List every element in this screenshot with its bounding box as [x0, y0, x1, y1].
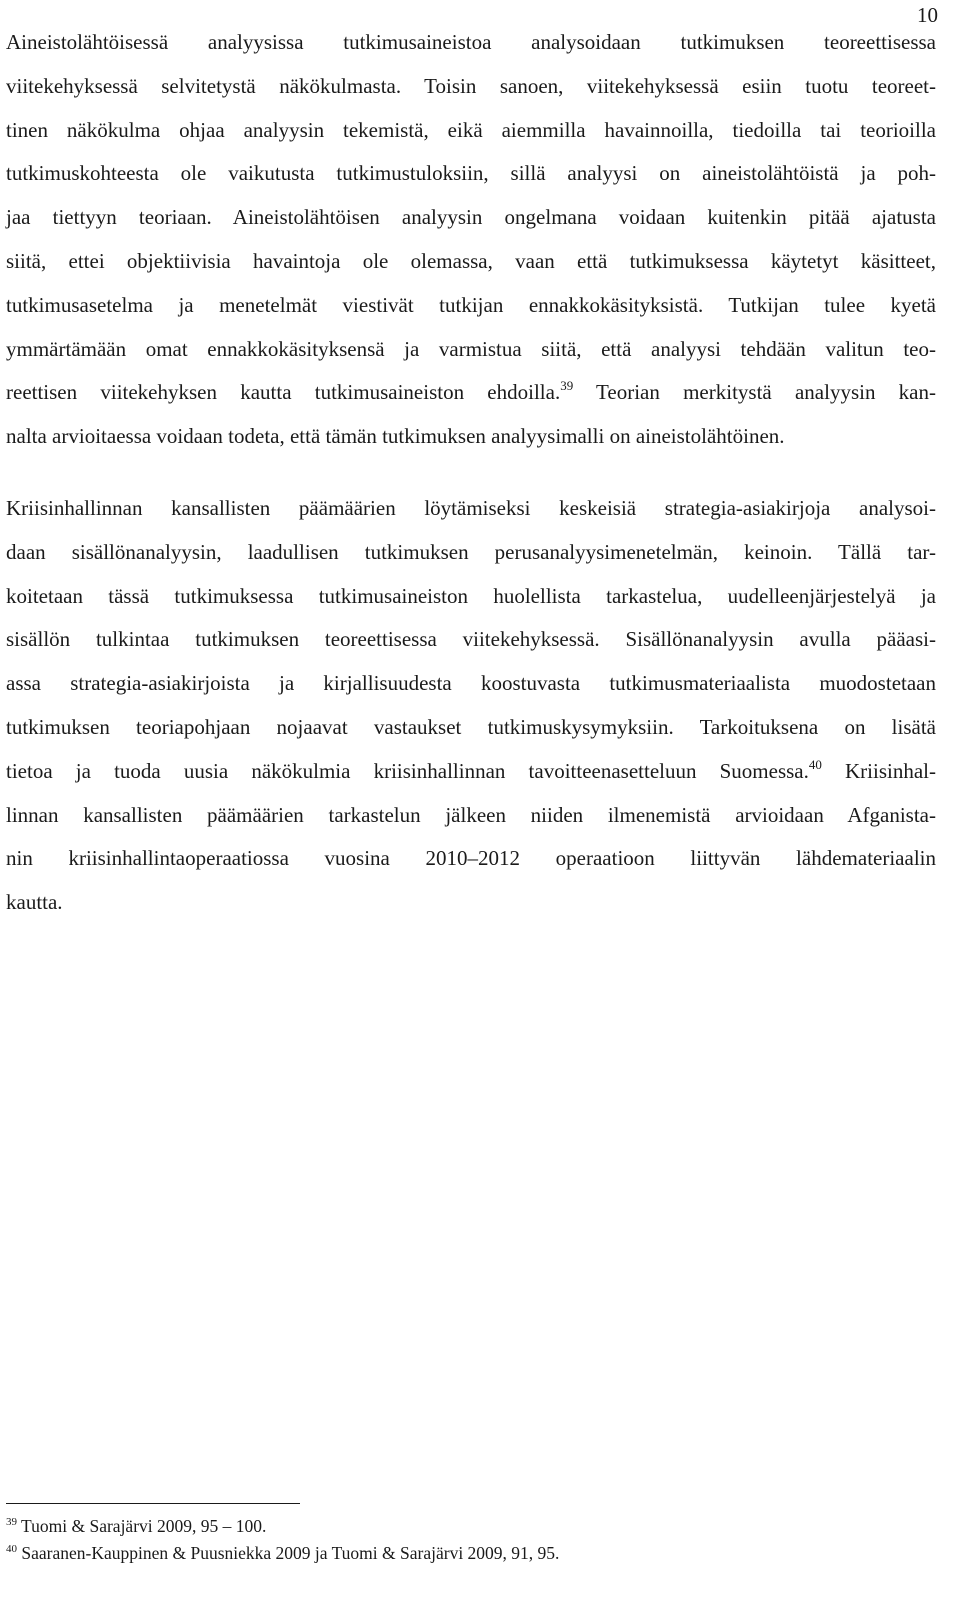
text-line: sisällön tulkintaa tutkimuksen teoreettisessa viitekehyksessä. Sisällönanalyysin avulla pääasi- [6, 627, 936, 652]
line-text: Teorian merkitystä analyysin kan- [573, 380, 936, 405]
line-text: reettisen viitekehyksen kautta tutkimusaineiston ehdoilla. [6, 380, 561, 405]
text-line: koitetaan tässä tutkimuksessa tutkimusaineiston huolellista tarkastelua, uudelleenjärjestelyä ja [6, 583, 936, 608]
text-line: ymmärtämään omat ennakkokäsityksensä ja varmistua siitä, että analyysi tehdään valitun teo- [6, 336, 936, 361]
text-line: kautta. [6, 890, 63, 915]
text-line: Kriisinhallinnan kansallisten päämäärien löytämiseksi keskeisiä strategia-asiakirjoja analysoi- [6, 496, 936, 520]
text-line: tutkimuksen teoriapohjaan nojaavat vastaukset tutkimuskysymyksiin. Tarkoituksena on lisätä [6, 714, 936, 739]
text-line: nalta arvioitaessa voidaan todeta, että tämän tutkimuksen analyysimalli on aineistolähtöinen. [6, 424, 785, 449]
line-text: Kriisinhal- [821, 758, 936, 783]
text-line-with-footnote [6, 371, 936, 415]
text-line: Aineistolähtöisessä analyysissa tutkimusaineistoa analysoidaan tutkimuksen teoreettisessa [6, 30, 936, 54]
footnote-text: Tuomi & Sarajärvi 2009, 95 – 100. [17, 1516, 267, 1536]
text-line: nin kriisinhallintaoperaatiossa vuosina 2010–2012 operaatioon liittyvän lähdemateriaalin [6, 846, 936, 871]
paragraph-analysis-approach [6, 21, 936, 459]
text-line: assa strategia-asiakirjoista ja kirjallisuudesta koostuvasta tutkimusmateriaalista muodostetaan [6, 671, 936, 696]
footnote-reference-40: 40 [808, 756, 822, 772]
footnote-39 [6, 1513, 936, 1540]
text-line-with-footnote [6, 750, 936, 794]
footnote-number: 39 [6, 1516, 17, 1528]
footnote-number: 40 [6, 1543, 17, 1555]
page-number: 10 [917, 3, 938, 27]
text-line: linnan kansallisten päämäärien tarkastelun jälkeen niiden ilmenemistä arvioidaan Afganista- [6, 802, 936, 827]
text-line: tinen näkökulma ohjaa analyysin tekemistä, eikä aiemmilla havainnoilla, tiedoilla tai teorioilla [6, 117, 936, 142]
footnote-text: Saaranen-Kauppinen & Puusniekka 2009 ja Tuomi & Sarajärvi 2009, 91, 95. [17, 1543, 560, 1563]
text-line: viitekehyksessä selvitetystä näkökulmasta. Toisin sanoen, viitekehyksessä esiin tuotu teoreet- [6, 73, 936, 98]
paragraph-content-analysis [6, 487, 936, 925]
footnote-40 [6, 1540, 936, 1567]
footnote-separator [6, 1503, 300, 1504]
text-line: siitä, ettei objektiivisia havaintoja ole olemassa, vaan että tutkimuksessa käytetyt käsitteet, [6, 248, 936, 273]
text-line: tutkimuskohteesta ole vaikutusta tutkimustuloksiin, sillä analyysi on aineistolähtöistä ja poh- [6, 161, 936, 186]
line-text: tietoa ja tuoda uusia näkökulmia kriisinhallinnan tavoitteenasetteluun Suomessa. [6, 758, 809, 783]
text-line: tutkimusasetelma ja menetelmät viestivät tutkijan ennakkokäsityksistä. Tutkijan tulee kyetä [6, 292, 936, 317]
footnote-reference-39: 39 [560, 378, 574, 394]
text-line: daan sisällönanalyysin, laadullisen tutkimuksen perusanalyysimenetelmän, keinoin. Tällä tar- [6, 539, 936, 564]
footnotes [6, 1513, 936, 1567]
text-line: jaa tiettyyn teoriaan. Aineistolähtöisen analyysin ongelmana voidaan kuitenkin pitää ajatusta [6, 205, 936, 230]
